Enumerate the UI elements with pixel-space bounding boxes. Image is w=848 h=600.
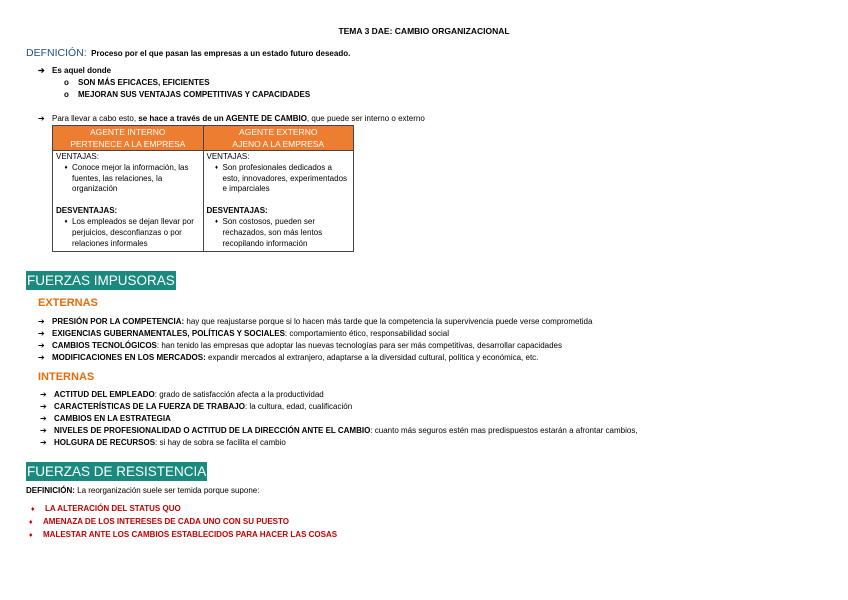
- fuerzas-resistencia-heading: FUERZAS DE RESISTENCIA: [27, 464, 207, 479]
- list-item: o SON MÁS EFICACES, EFICIENTES: [64, 78, 210, 87]
- list-item: ➔ EXIGENCIAS GUBERNAMENTALES, POLÍTICAS Y SOCIALES: comportamiento ético, responsabilidad social: [38, 329, 450, 338]
- fuerzas-impusoras-heading: FUERZAS IMPUSORAS: [27, 273, 175, 288]
- arrow-right-icon: ➔: [40, 390, 47, 399]
- diamond-bullet-icon: ♦: [64, 218, 68, 225]
- diamond-bullet-icon: ♦: [29, 519, 33, 526]
- resistencia-definition: DEFINICIÓN: La reorganización suele ser temida porque supone:: [26, 486, 260, 495]
- diamond-bullet-icon: ♦: [214, 218, 219, 225]
- list-item: ➔ CAMBIOS EN LA ESTRATEGIA: [40, 414, 171, 423]
- arrow-right-icon: ➔: [40, 426, 47, 435]
- arrow-right-icon: ➔: [38, 329, 45, 338]
- page-title: TEMA 3 DAE: CAMBIO ORGANIZACIONAL: [338, 26, 510, 36]
- diamond-bullet-icon: ♦: [29, 532, 33, 539]
- circle-bullet-icon: o: [64, 78, 69, 87]
- arrow-right-icon: ➔: [38, 66, 45, 75]
- list-item: ➔ MODIFICACIONES EN LOS MERCADOS: expandir mercados al extranjero, adaptarse a la diversidad cultural, política y económica, etc.: [38, 353, 539, 362]
- list-item: ♦ Los empleados se dejan llevar por perjuicios, desconfianzas o por relaciones informales: [56, 217, 200, 249]
- list-item: ♦ Conoce mejor la información, las fuentes, las relaciones, la organización: [56, 163, 200, 195]
- agent-table: [52, 125, 354, 252]
- definition: [26, 43, 350, 61]
- agent-line: ➔ Para llevar a cabo esto, se hace a través de un AGENTE DE CAMBIO, que puede ser interno o externo: [38, 114, 425, 123]
- external-agent-cell: [203, 151, 354, 252]
- list-item: ➔ NIVELES DE PROFESIONALIDAD O ACTITUD DE LA DIRECCIÓN ANTE EL CAMBIO: cuanto más seguros estén mas predispuestos estarán a afrontar cambios,: [40, 426, 638, 435]
- es-aquel-lead: ➔ Es aquel donde: [38, 66, 112, 75]
- arrow-right-icon: ➔: [38, 317, 45, 326]
- internal-agent-cell: [53, 151, 204, 252]
- list-item: ♦ AMENAZA DE LOS INTERESES DE CADA UNO CON SU PUESTO: [29, 517, 289, 526]
- diamond-bullet-icon: ♦: [64, 164, 68, 171]
- disadvantages-label: DESVENTAJAS:: [56, 206, 118, 216]
- circle-bullet-icon: o: [64, 90, 69, 99]
- arrow-right-icon: ➔: [38, 114, 45, 123]
- list-item: ➔ HOLGURA DE RECURSOS: si hay de sobra se facilita el cambio: [40, 438, 286, 447]
- list-item: ➔ CAMBIOS TECNOLÓGICOS: han tenido las empresas que adoptar las nuevas tecnologías para ser más competitivas, desarrollar capacidades: [38, 341, 563, 350]
- arrow-right-icon: ➔: [40, 438, 47, 447]
- list-item: ➔ CARACTERÍSTICAS DE LA FUERZA DE TRABAJO: la cultura, edad, cualificación: [40, 402, 353, 411]
- internas-heading: INTERNAS: [38, 371, 95, 383]
- internal-agent-header: AGENTE INTERNO PERTENECE A LA EMPRESA: [53, 126, 204, 151]
- external-agent-header: AGENTE EXTERNO AJENO A LA EMPRESA: [203, 126, 354, 151]
- arrow-right-icon: ➔: [38, 341, 45, 350]
- definition-text: Proceso por el que pasan las empresas a un estado futuro deseado.: [91, 49, 351, 58]
- arrow-right-icon: ➔: [40, 402, 47, 411]
- arrow-right-icon: ➔: [40, 414, 47, 423]
- list-item: ♦ MALESTAR ANTE LOS CAMBIOS ESTABLECIDOS PARA HACER LAS COSAS: [29, 530, 338, 539]
- definition-label: DEFNICIÓN:: [26, 47, 87, 59]
- externas-heading: EXTERNAS: [38, 297, 98, 309]
- list-item: ♦ Son costosos, pueden ser rechazados, son más lentos recopilando información: [207, 217, 351, 249]
- list-item: ➔ PRESIÓN POR LA COMPETENCIA: hay que reajustarse porque si lo hacen más tarde que la competencia la supervivencia puede verse comprometida: [38, 317, 593, 326]
- advantages-label: VENTAJAS:: [56, 152, 99, 161]
- advantages-label: VENTAJAS:: [206, 152, 250, 161]
- diamond-bullet-icon: ♦: [31, 506, 35, 513]
- list-item: o MEJORAN SUS VENTAJAS COMPETITIVAS Y CAPACIDADES: [64, 90, 311, 99]
- arrow-right-icon: ➔: [38, 353, 45, 362]
- list-item: ♦ Son profesionales dedicados a esto, innovadores, experimentados e imparciales: [207, 163, 351, 195]
- list-item: ♦ LA ALTERACIÓN DEL STATUS QUO: [31, 504, 181, 513]
- disadvantages-label: DESVENTAJAS:: [206, 206, 268, 216]
- diamond-bullet-icon: ♦: [214, 164, 219, 171]
- list-item: ➔ ACTITUD DEL EMPLEADO: grado de satisfacción afecta a la productividad: [40, 390, 324, 399]
